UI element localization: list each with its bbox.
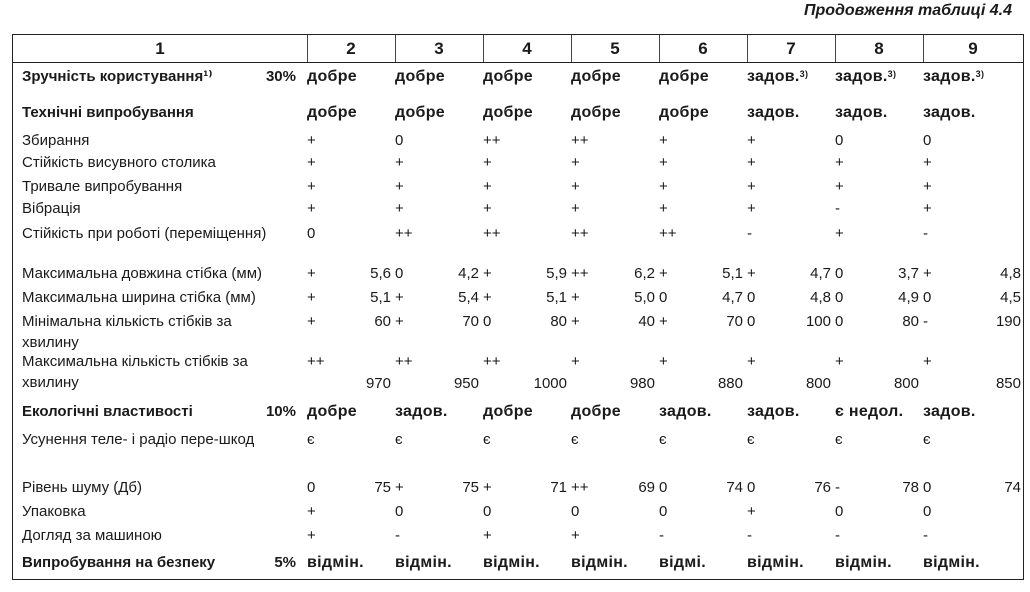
value-cell: 4,8 <box>1000 265 1021 282</box>
rating-cell: + <box>307 289 316 306</box>
rating-cell: ++ <box>571 479 589 496</box>
rating-cell: є <box>659 431 667 448</box>
rating-cell: + <box>571 353 580 370</box>
header-cell-7: 7 <box>786 39 796 58</box>
row-label: Стійкість при роботі (переміщення) <box>22 225 267 242</box>
rating-cell: 0 <box>835 313 844 330</box>
rating-cell: є <box>395 431 403 448</box>
rating-cell: + <box>571 200 580 217</box>
rating-cell: + <box>571 289 580 306</box>
rating-cell: відмі. <box>659 554 706 571</box>
value-cell: 4,8 <box>810 289 831 306</box>
rating-cell: добре <box>395 68 445 85</box>
row-weight-percent: 30% <box>265 68 296 85</box>
rating-cell: ++ <box>307 353 325 370</box>
value-cell: 5,6 <box>370 265 391 282</box>
row-label: Екологічні властивості <box>22 403 193 420</box>
rating-cell: задов.$^{3)}$ <box>747 68 809 85</box>
rating-cell: 0 <box>307 479 316 496</box>
value-cell: 4,9 <box>898 289 919 306</box>
rating-cell: задов.$^{3)}$ <box>835 68 897 85</box>
rating-cell: + <box>747 265 756 282</box>
rating-cell: ++ <box>571 132 589 149</box>
rating-cell: + <box>307 527 316 544</box>
rating-cell: + <box>307 503 316 520</box>
rating-cell: + <box>747 353 756 370</box>
rating-cell: 0 <box>835 289 844 306</box>
rating-cell: + <box>923 265 932 282</box>
rating-cell: + <box>483 289 492 306</box>
rating-cell: - <box>923 313 928 330</box>
value-cell: 5,1 <box>370 289 391 306</box>
rating-cell: відмін. <box>923 554 980 571</box>
rating-cell: + <box>571 313 580 330</box>
value-cell: 71 <box>550 479 567 496</box>
rating-cell: + <box>747 178 756 195</box>
rating-cell: 0 <box>835 503 844 520</box>
rating-cell: + <box>307 265 316 282</box>
rating-cell: + <box>307 132 316 149</box>
header-cell-8: 8 <box>874 39 884 58</box>
rating-cell: + <box>835 154 844 171</box>
value-cell: 75 <box>374 479 391 496</box>
value-cell: 4,5 <box>1000 289 1021 306</box>
value-cell: 74 <box>1004 479 1021 496</box>
rating-cell: - <box>835 527 840 544</box>
rating-cell: добре <box>483 403 533 420</box>
rating-cell: + <box>923 178 932 195</box>
rating-cell: - <box>395 527 400 544</box>
rating-cell: + <box>659 200 668 217</box>
rating-cell: - <box>835 479 840 496</box>
rating-cell: 0 <box>923 132 932 149</box>
value-cell: 4,7 <box>810 265 831 282</box>
row-label: Вібрація <box>22 200 81 217</box>
header-cell-4: 4 <box>522 39 532 58</box>
rating-cell: + <box>395 479 404 496</box>
rating-cell: задов. <box>747 104 800 121</box>
rating-cell: добре <box>307 104 357 121</box>
rating-cell: + <box>395 313 404 330</box>
rating-cell: добре <box>659 104 709 121</box>
rating-cell: 0 <box>659 503 668 520</box>
row-label: Максимальна кількість стібків за хвилину <box>22 353 248 391</box>
rating-cell: 0 <box>923 479 932 496</box>
rating-cell: задов. <box>923 403 976 420</box>
rating-cell: 0 <box>659 289 668 306</box>
rating-cell: + <box>395 154 404 171</box>
rating-cell: + <box>395 289 404 306</box>
value-cell: 970 <box>365 375 391 392</box>
header-divider <box>835 35 836 62</box>
rating-cell: ++ <box>483 132 501 149</box>
rating-cell: + <box>307 178 316 195</box>
rating-cell: + <box>483 479 492 496</box>
value-cell: 100 <box>805 313 831 330</box>
row-label: Тривале випробування <box>22 178 183 195</box>
rating-cell: + <box>307 154 316 171</box>
row-label: Зручність користування¹⁾ <box>22 68 213 85</box>
rating-cell: є <box>307 431 315 448</box>
rating-cell: + <box>307 200 316 217</box>
value-cell: 70 <box>726 313 743 330</box>
rating-cell: 0 <box>923 503 932 520</box>
rating-cell: + <box>571 178 580 195</box>
rating-cell: ++ <box>571 225 589 242</box>
rating-cell: 0 <box>747 313 756 330</box>
header-cell-1: 1 <box>155 39 165 58</box>
value-cell: 850 <box>995 375 1021 392</box>
rating-cell: + <box>747 200 756 217</box>
value-cell: 980 <box>629 375 655 392</box>
row-label: Усунення теле- і радіо пере-шкод <box>22 431 255 448</box>
header-divider <box>747 35 748 62</box>
value-cell: 4,7 <box>722 289 743 306</box>
value-cell: 40 <box>638 313 655 330</box>
rating-cell: добре <box>571 403 621 420</box>
value-cell: 60 <box>374 313 391 330</box>
rating-cell: + <box>923 200 932 217</box>
row-label: Рівень шуму (Дб) <box>22 479 142 496</box>
rating-cell: задов. <box>659 403 712 420</box>
value-cell: 5,0 <box>634 289 655 306</box>
rating-cell: є <box>835 431 843 448</box>
row-label: Збирання <box>22 132 90 149</box>
rating-cell: задов. <box>835 104 888 121</box>
header-cell-2: 2 <box>346 39 356 58</box>
value-cell: 950 <box>453 375 479 392</box>
value-cell: 69 <box>638 479 655 496</box>
rating-cell: + <box>923 154 932 171</box>
rating-cell: 0 <box>483 503 492 520</box>
rating-cell: ++ <box>483 225 501 242</box>
rating-cell: - <box>747 527 752 544</box>
rating-cell: 0 <box>395 265 404 282</box>
row-label: Мінімальна кількість стібків за хвилину <box>22 313 232 351</box>
header-divider <box>923 35 924 62</box>
value-cell: 4,2 <box>458 265 479 282</box>
rating-cell: задов.$^{3)}$ <box>923 68 985 85</box>
header-divider <box>307 35 308 62</box>
rating-cell: - <box>835 200 840 217</box>
rating-cell: + <box>747 503 756 520</box>
header-divider <box>395 35 396 62</box>
rating-cell: ++ <box>483 353 501 370</box>
value-cell: 74 <box>726 479 743 496</box>
row-label: Догляд за машиною <box>22 527 162 544</box>
header-divider <box>571 35 572 62</box>
row-label: Технічні випробування <box>22 104 194 121</box>
rating-cell: є <box>747 431 755 448</box>
header-divider <box>483 35 484 62</box>
rating-cell: добре <box>483 68 533 85</box>
rating-cell: + <box>835 178 844 195</box>
footnote-marker: 3) <box>975 69 985 79</box>
row-label: Випробування на безпеку <box>22 554 216 571</box>
rating-cell: ++ <box>395 225 413 242</box>
rating-cell: ++ <box>659 225 677 242</box>
footnote-marker: 3) <box>887 69 897 79</box>
rating-cell: 0 <box>483 313 492 330</box>
rating-cell: добре <box>395 104 445 121</box>
rating-cell: 0 <box>659 479 668 496</box>
rating-cell: 0 <box>395 132 404 149</box>
value-cell: 5,4 <box>458 289 479 306</box>
comparison-table <box>12 34 1024 580</box>
rating-cell: + <box>747 154 756 171</box>
rating-cell: є <box>571 431 579 448</box>
rating-cell: задов. <box>747 403 800 420</box>
header-divider <box>659 35 660 62</box>
rating-cell: добре <box>571 68 621 85</box>
rating-cell: 0 <box>835 265 844 282</box>
row-label: Стійкість висувного столика <box>22 154 216 171</box>
rating-cell: + <box>747 132 756 149</box>
rating-cell: + <box>659 178 668 195</box>
value-cell: 5,1 <box>546 289 567 306</box>
rating-cell: 0 <box>747 479 756 496</box>
rating-cell: + <box>395 178 404 195</box>
value-cell: 5,1 <box>722 265 743 282</box>
rating-cell: + <box>395 200 404 217</box>
value-cell: 3,7 <box>898 265 919 282</box>
rating-cell: відмін. <box>571 554 628 571</box>
rating-cell: + <box>483 178 492 195</box>
rating-cell: + <box>659 353 668 370</box>
rating-cell: добре <box>571 104 621 121</box>
rating-cell: 0 <box>835 132 844 149</box>
rating-cell: + <box>483 154 492 171</box>
value-cell: 1000 <box>533 375 567 392</box>
header-cell-9: 9 <box>968 39 978 58</box>
row-weight-percent: 5% <box>274 554 296 571</box>
header-cell-6: 6 <box>698 39 708 58</box>
rating-cell: задов. <box>395 403 448 420</box>
rating-cell: + <box>307 313 316 330</box>
rating-cell: - <box>923 225 928 242</box>
rating-cell: відмін. <box>835 554 892 571</box>
row-weight-percent: 10% <box>265 403 296 420</box>
rating-cell: + <box>571 154 580 171</box>
table-caption: Продовження таблиці 4.4 <box>803 2 1012 19</box>
rating-cell: + <box>659 265 668 282</box>
rating-cell: відмін. <box>747 554 804 571</box>
value-cell: 800 <box>893 375 919 392</box>
rating-cell: добре <box>307 68 357 85</box>
rating-cell: - <box>659 527 664 544</box>
rating-cell: 0 <box>923 289 932 306</box>
rating-cell: + <box>571 527 580 544</box>
table-header-row <box>13 35 1023 63</box>
rating-cell: + <box>835 353 844 370</box>
rating-cell: є <box>923 431 931 448</box>
rating-cell: добре <box>307 403 357 420</box>
value-cell: 80 <box>902 313 919 330</box>
rating-cell: + <box>483 527 492 544</box>
value-cell: 6,2 <box>634 265 655 282</box>
rating-cell: 0 <box>747 289 756 306</box>
rating-cell: + <box>483 200 492 217</box>
footnote-marker: 3) <box>799 69 809 79</box>
rating-cell: + <box>483 265 492 282</box>
value-cell: 80 <box>550 313 567 330</box>
rating-cell: - <box>923 527 928 544</box>
row-label: Максимальна ширина стібка (мм) <box>22 289 256 306</box>
rating-cell: + <box>923 353 932 370</box>
header-cell-3: 3 <box>434 39 444 58</box>
value-cell: 75 <box>462 479 479 496</box>
value-cell: 76 <box>814 479 831 496</box>
value-cell: 190 <box>995 313 1021 330</box>
rating-cell: відмін. <box>483 554 540 571</box>
value-cell: 78 <box>902 479 919 496</box>
rating-cell: відмін. <box>395 554 452 571</box>
rating-cell: задов. <box>923 104 976 121</box>
rating-cell: - <box>747 225 752 242</box>
rating-cell: добре <box>659 68 709 85</box>
value-cell: 800 <box>805 375 831 392</box>
rating-cell: є недол. <box>835 403 904 420</box>
rating-cell: + <box>835 225 844 242</box>
value-cell: 880 <box>717 375 743 392</box>
rating-cell: добре <box>483 104 533 121</box>
rating-cell: є <box>483 431 491 448</box>
rating-cell: ++ <box>395 353 413 370</box>
value-cell: 5,9 <box>546 265 567 282</box>
row-label: Упаковка <box>22 503 86 520</box>
rating-cell: ++ <box>571 265 589 282</box>
row-label: Максимальна довжина стібка (мм) <box>22 265 263 282</box>
value-cell: 70 <box>462 313 479 330</box>
header-cell-5: 5 <box>610 39 620 58</box>
rating-cell: 0 <box>307 225 316 242</box>
rating-cell: 0 <box>395 503 404 520</box>
rating-cell: + <box>659 132 668 149</box>
rating-cell: + <box>659 313 668 330</box>
rating-cell: 0 <box>571 503 580 520</box>
rating-cell: + <box>659 154 668 171</box>
rating-cell: відмін. <box>307 554 364 571</box>
